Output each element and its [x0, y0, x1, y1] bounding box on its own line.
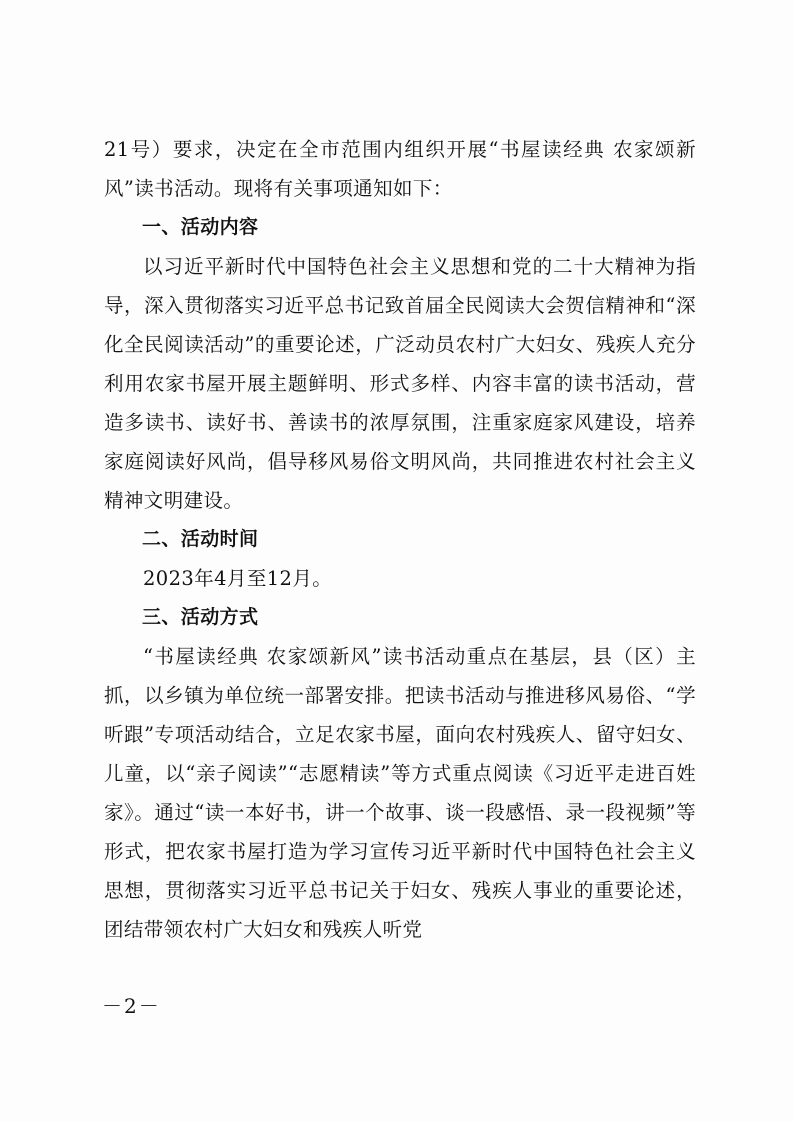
paragraph-activity-method: “书屋读经典 农家颂新风”读书活动重点在基层，县（区）主抓，以乡镇为单位统一部署安排。把读书活动与推进移风易俗、“学听跟”专项活动结合，立足农家书屋，面向农村残疾人、留守妇女、儿童，以“亲子阅读”“志愿精读”等方式重点阅读《习近平走进百姓家》。通过“读一本好书，讲一个故事、谈一段感悟、录一段视频”等形式，把农家书屋打造为学习宣传习近平新时代中国特色社会主义思想，贯彻落实习近平总书记关于妇女、残疾人事业的重要论述，团结带领农村广大妇女和残疾人听党: [104, 645, 696, 941]
document-body: [104, 130, 696, 949]
paragraph-intro-continuation: 21号）要求，决定在全市范围内组织开展“书屋读经典 农家颂新风”读书活动。现将有关事项通知如下：: [104, 138, 696, 200]
section-heading-activity-content: 一、活动内容: [142, 216, 259, 238]
paragraph-activity-content: 以习近平新时代中国特色社会主义思想和党的二十大精神为指导，深入贯彻落实习近平总书记致首届全民阅读大会贺信精神和“深化全民阅读活动”的重要论述，广泛动员农村广大妇女、残疾人充分利用农家书屋开展主题鲜明、形式多样、内容丰富的读书活动，营造多读书、读好书、善读书的浓厚氛围，注重家庭家风建设，培养家庭阅读好风尚，倡导移风易俗文明风尚，共同推进农村社会主义精神文明建设。: [104, 255, 696, 512]
section-heading-activity-method: 三、活动方式: [142, 606, 259, 628]
page-number: －2－: [102, 994, 161, 1018]
paragraph-activity-time: 2023年4月至12月。: [143, 567, 333, 590]
section-heading-activity-time: 二、活动时间: [142, 528, 259, 550]
